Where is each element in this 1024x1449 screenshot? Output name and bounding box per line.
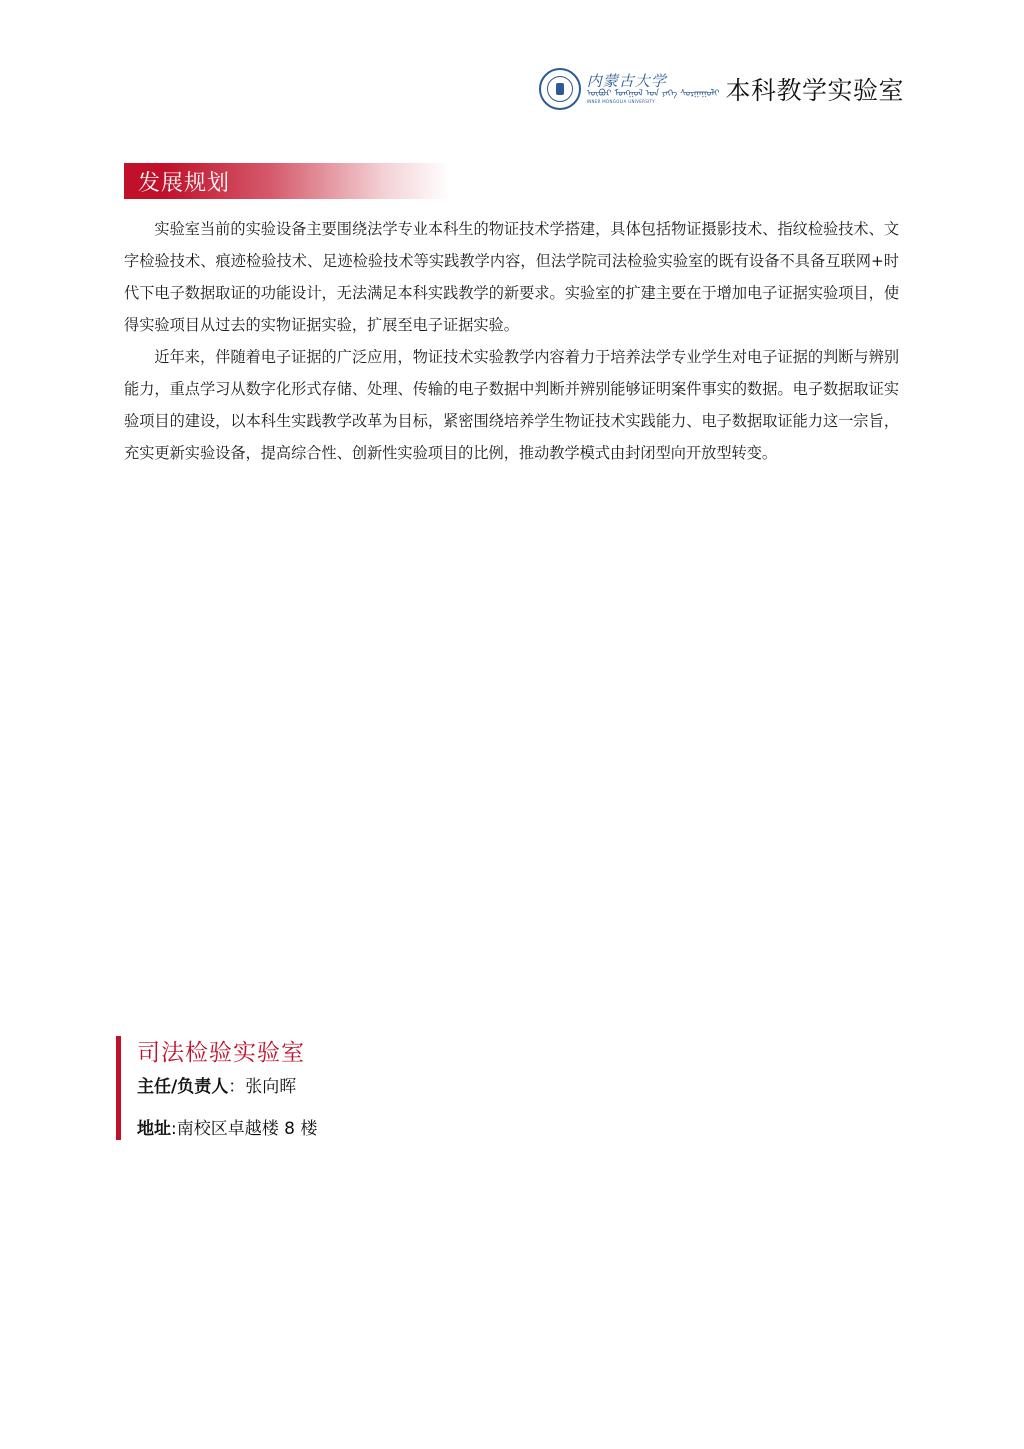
address-line [137, 1118, 317, 1140]
university-seal-icon [539, 68, 581, 110]
logo-mongolian-name: ᠦᠪᠦᠷ ᠮᠣᠩᠭᠣᠯ ᠤᠨ ᠶᠡᠭᠡ ᠰᠤᠷᠭᠠᠭᠤᠯᠢ [586, 88, 720, 99]
address-value: 南校区卓越楼 8 楼 [176, 1119, 318, 1139]
paragraph: 实验室当前的实验设备主要围绕法学专业本科生的物证技术学搭建，具体包括物证摄影技术、指纹检验技术、文字检验技术、痕迹检验技术、足迹检验技术等实践教学内容，但法学院司法检验实验室的既有设备不具备互联网+时代下电子数据取证的功能设计，无法满足本科实践教学的新要求。实验室的扩建主要在于增加电子证据实验项目，使得实验项目从过去的实物证据实验，扩展至电子证据实验。 [124, 220, 899, 334]
body-text [124, 213, 899, 469]
paragraph: 近年来，伴随着电子证据的广泛应用，物证技术实验教学内容着力于培养法学专业学生对电子证据的判断与辨别能力，重点学习从数字化形式存储、处理、传输的电子数据中判断并辨别能够证明案件事实的数据。电子数据取证实验项目的建设，以本科生实践教学改革为目标，紧密围绕培养学生物证技术实践能力、电子数据取证能力这一宗旨，充实更新实验设备，提高综合性、创新性实验项目的比例，推动教学模式由封闭型向开放型转变。 [124, 348, 899, 462]
director-value: 张向晖 [245, 1077, 297, 1097]
director-label: 主任/负责人 [137, 1077, 229, 1097]
lab-info-block [116, 1036, 317, 1140]
lab-name: 司法检验实验室 [137, 1040, 305, 1066]
section-title: 发展规划 [138, 170, 231, 196]
director-line [137, 1076, 317, 1098]
section-banner [124, 163, 450, 199]
logo-chinese-name: 内蒙古大学 [586, 71, 667, 90]
address-separator: : [171, 1119, 177, 1139]
director-separator: ： [228, 1077, 246, 1097]
university-logo-text [586, 71, 720, 105]
page-header [539, 68, 904, 110]
address-label: 地址 [137, 1119, 171, 1139]
logo-english-name: INNER MONGOLIA UNIVERSITY [586, 98, 656, 104]
header-title: 本科教学实验室 [725, 76, 904, 105]
